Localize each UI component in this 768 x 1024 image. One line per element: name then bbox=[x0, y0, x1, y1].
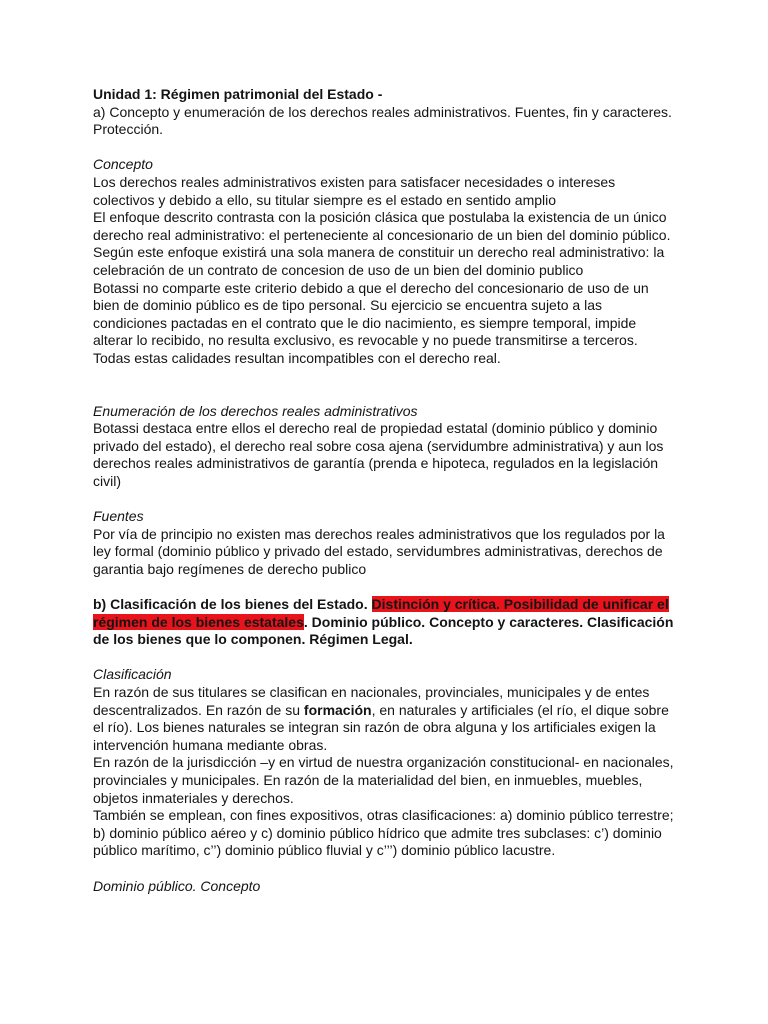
clasificacion-heading: Clasificación bbox=[93, 666, 172, 683]
fuentes-heading: Fuentes bbox=[93, 508, 144, 525]
document-title: Unidad 1: Régimen patrimonial del Estado - bbox=[93, 86, 383, 102]
fuentes-paragraph: Por vía de principio no existen mas derechos reales administrativos que los regulados por la ley formal (dominio público y privado del estado, servidumbres administrativas, derechos de garantia bajo regímenes de derecho publico bbox=[93, 525, 665, 577]
concepto-paragraph-2: El enfoque descrito contrasta con la posición clásica que postulaba la existencia de un único derecho real administrativo: el perteneciente al concesionario de un bien del dominio público. Según este enfoque existirá una sola manera de constituir un derecho real administrativo: la celebración de un contrato de concesion de uso de un bien del dominio publico bbox=[93, 209, 671, 278]
dominio-publico-heading: Dominio público. Concepto bbox=[93, 877, 261, 894]
section-b-title: b) Clasificación de los bienes del Estado. bbox=[93, 596, 372, 613]
clasificacion-paragraph-3: También se emplean, con fines expositivos, otras clasificaciones: a) dominio público terrestre; b) dominio público aéreo y c) dominio público hídrico que admite tres subclases: c’) dominio público marítimo, c’’) dominio público fluvial y c’’’) dominio público lacustre. bbox=[93, 807, 674, 859]
concepto-paragraph-3: Botassi no comparte este criterio debido a que el derecho del concesionario de uso de un bien de dominio público es de tipo personal. Su ejercicio se encuentra sujeto a las condiciones pactadas en el contrato que le dio nacimiento, es siempre temporal, impide alterar lo recibido, no resulta exclusivo, es revocable y no puede transmitirse a terceros. Todas estas calidades resultan incompatibles con el derecho real. bbox=[93, 279, 649, 366]
concepto-heading: Concepto bbox=[93, 156, 153, 173]
formacion-term: formación bbox=[303, 701, 372, 718]
section-b-highlight: Distinción y crítica. Posibilidad de unificar el régimen de los bienes estatales bbox=[93, 596, 669, 630]
section-b-subtitle: . Dominio público. Concepto y caracteres. Clasificación de los bienes que lo componen. Régimen Legal. bbox=[93, 613, 674, 648]
clasificacion-p1-end: , en naturales y artificiales (el río, el dique sobre el río). Los bienes naturales se integran sin razón de obra alguna y los artificiales exigen la intervención humana mediante obras. bbox=[93, 701, 669, 753]
enumeracion-heading: Enumeración de los derechos reales administrativos bbox=[93, 402, 418, 419]
clasificacion-paragraph-2: En razón de la jurisdicción –y en virtud de nuestra organización constitucional- en nacionales, provinciales y municipales. En razón de la materialidad del bien, en inmuebles, muebles, objetos inmateriales y derechos. bbox=[93, 754, 674, 806]
section-b-heading bbox=[93, 596, 678, 649]
clasificacion-p1-start: En razón de sus titulares se clasifican en nacionales, provinciales, municipales y de entes descentralizados. En razón de su bbox=[93, 684, 650, 718]
enumeracion-paragraph: Botassi destaca entre ellos el derecho real de propiedad estatal (dominio público y dominio privado del estado), el derecho real sobre cosa ajena (servidumbre administrativa) y aun los derechos reales administrativos de garantía (prenda e hipoteca, regulados en la legislación civil) bbox=[93, 420, 664, 489]
intro-paragraph: a) Concepto y enumeración de los derechos reales administrativos. Fuentes, fin y caracteres. Protección. bbox=[93, 103, 672, 138]
concepto-paragraph-1: Los derechos reales administrativos existen para satisfacer necesidades o intereses colectivos y debido a ello, su titular siempre es el estado en sentido amplio bbox=[93, 173, 616, 208]
document-page bbox=[93, 86, 678, 895]
clasificacion-paragraph-1 bbox=[93, 684, 678, 754]
